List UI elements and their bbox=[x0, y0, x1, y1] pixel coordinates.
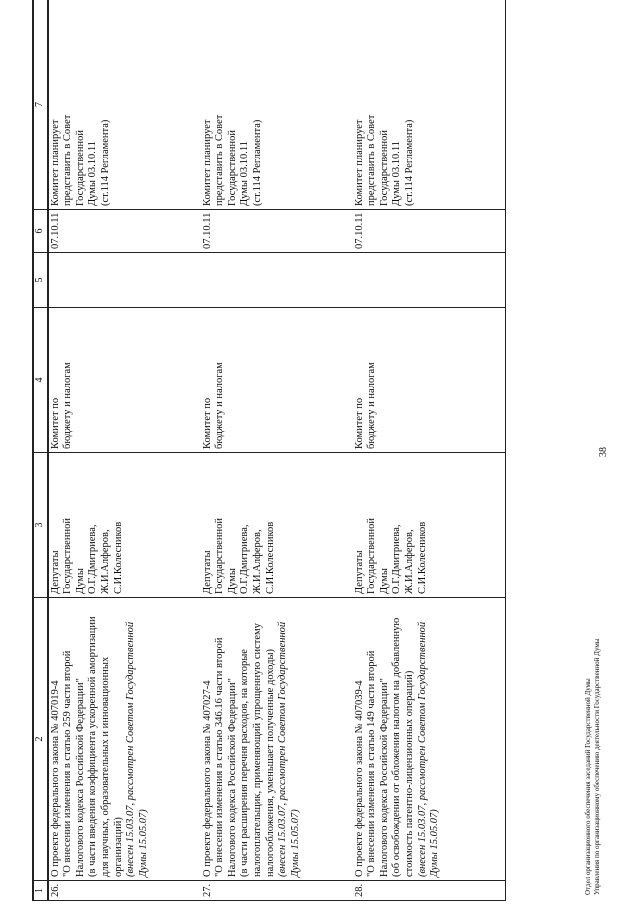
col5-cell bbox=[201, 253, 353, 308]
bill-note: (внесен 15.03.07, рассмотрен Советом Государственной Думы 15.05.07) bbox=[277, 621, 301, 877]
committee-cell bbox=[48, 308, 201, 453]
header-cell-6: 6 bbox=[33, 210, 48, 253]
initiator-line: Думы bbox=[226, 568, 238, 594]
col5-cell bbox=[48, 253, 201, 308]
initiator-cell bbox=[353, 453, 506, 598]
status-line: (ст.114 Регламента) bbox=[403, 119, 415, 206]
committee-line: бюджету и налогам bbox=[366, 362, 378, 449]
status-line: Государственной bbox=[74, 130, 86, 206]
initiator-line: С.И.Колесников bbox=[112, 521, 124, 594]
table-row bbox=[201, 0, 353, 901]
footer-line: Управления по организационному обеспечению деятельности Государственной Думы bbox=[592, 638, 601, 895]
bill-note: (внесен 15.03.07, рассмотрен Советом Государственной Думы 15.05.07) bbox=[416, 621, 441, 877]
status-line: Государственной bbox=[226, 130, 238, 206]
initiator-line: О.Г.Дмитриева, bbox=[391, 524, 403, 594]
bill-title: О проекте федерального закона № 407027-4 bbox=[201, 680, 213, 877]
status-line: (ст.114 Регламента) bbox=[251, 119, 263, 206]
status-line: Комитет планирует bbox=[49, 119, 61, 206]
page-number: 38 bbox=[598, 447, 609, 457]
row-number: 28. bbox=[353, 881, 506, 901]
header-cell-7: 7 bbox=[33, 0, 48, 210]
status-line: Думы 03.10.11 bbox=[391, 141, 403, 206]
status-line: Комитет планирует bbox=[353, 119, 365, 206]
bill-title: О проекте федерального закона № 407039-4 bbox=[353, 680, 365, 877]
status-line: (ст.114 Регламента) bbox=[99, 119, 111, 206]
bill-name: "О внесении изменения в статью 346.16 части второй Налогового кодекса Российской Федерации" bbox=[214, 637, 238, 877]
header-cell-1: 1 bbox=[33, 881, 48, 901]
initiator-line: Депутаты bbox=[201, 550, 213, 594]
bill-name: "О внесении изменения в статью 259 части второй Налогового кодекса Российской Федерации" bbox=[62, 650, 86, 877]
row-number: 26. bbox=[48, 881, 201, 901]
status-line: Комитет планирует bbox=[201, 119, 213, 206]
bill-name: "О внесении изменения в статью 149 части второй Налогового кодекса Российской Федерации" bbox=[366, 650, 390, 877]
status-line: представить в Совет bbox=[214, 114, 226, 206]
initiator-line: Ж.И.Алферов, bbox=[251, 529, 263, 594]
initiator-line: С.И.Колесников bbox=[416, 521, 428, 594]
header-row bbox=[33, 0, 48, 901]
committee-line: Комитет по bbox=[49, 397, 61, 449]
row-number: 27. bbox=[201, 881, 353, 901]
committee-line: Комитет по bbox=[201, 397, 213, 449]
committee-cell bbox=[353, 308, 506, 453]
initiator-line: Государственной bbox=[214, 518, 226, 594]
footer bbox=[584, 639, 601, 895]
bill-subject: (в части введения коэффициента ускоренной амортизации для научных, образовательных и инновационных организаций) bbox=[87, 616, 124, 877]
status-line: Государственной bbox=[378, 130, 390, 206]
committee-line: бюджету и налогам bbox=[62, 362, 74, 449]
initiator-line: Ж.И.Алферов, bbox=[99, 529, 111, 594]
date-cell: 07.10.11 bbox=[201, 210, 353, 253]
status-line: Думы 03.10.11 bbox=[87, 141, 99, 206]
table-row bbox=[48, 0, 201, 901]
date-cell: 07.10.11 bbox=[48, 210, 201, 253]
status-line: представить в Совет bbox=[366, 114, 378, 206]
bill-note: (внесен 15.03.07, рассмотрен Советом Государственной Думы 15.05.07) bbox=[125, 621, 149, 877]
status-line: представить в Совет bbox=[62, 114, 74, 206]
initiator-line: Депутаты bbox=[353, 550, 365, 594]
header-cell-2: 2 bbox=[33, 598, 48, 881]
bill-description bbox=[353, 598, 506, 881]
committee-line: бюджету и налогам bbox=[214, 362, 226, 449]
initiator-line: Государственной bbox=[62, 518, 74, 594]
bill-title: О проекте федерального закона № 407019-4 bbox=[49, 680, 61, 877]
header-cell-5: 5 bbox=[33, 253, 48, 308]
col5-cell bbox=[353, 253, 506, 308]
bill-description bbox=[201, 598, 353, 881]
initiator-line: Думы bbox=[74, 568, 86, 594]
initiator-line: С.И.Колесников bbox=[264, 521, 276, 594]
status-cell bbox=[48, 0, 201, 210]
bills-table bbox=[32, 0, 506, 901]
header-cell-3: 3 bbox=[33, 453, 48, 598]
initiator-line: О.Г.Дмитриева, bbox=[239, 524, 251, 594]
bill-description bbox=[48, 598, 201, 881]
initiator-cell bbox=[48, 453, 201, 598]
bill-subject: (об освобождении от обложения налогом на добавленную стоимость патентно-лицензионных операций) bbox=[391, 617, 415, 877]
date-cell: 07.10.11 bbox=[353, 210, 506, 253]
committee-line: Комитет по bbox=[353, 397, 365, 449]
initiator-line: Депутаты bbox=[49, 550, 61, 594]
initiator-line: О.Г.Дмитриева, bbox=[87, 524, 99, 594]
table-row bbox=[353, 0, 506, 901]
header-cell-4: 4 bbox=[33, 308, 48, 453]
committee-cell bbox=[201, 308, 353, 453]
initiator-line: Государственной bbox=[366, 518, 378, 594]
bill-subject: (в части расширения перечня расходов, на которые налогоплательщик, применяющий упрощенную систему налогообложения, уменьшает полученные доходы) bbox=[239, 623, 276, 877]
status-cell bbox=[201, 0, 353, 210]
footer-line: Отдел организационного обеспечения заседаний Государственной Думы bbox=[584, 678, 592, 895]
initiator-line: Ж.И.Алферов, bbox=[403, 529, 415, 594]
status-line: Думы 03.10.11 bbox=[239, 141, 251, 206]
status-cell bbox=[353, 0, 506, 210]
initiator-line: Думы bbox=[378, 568, 390, 594]
initiator-cell bbox=[201, 453, 353, 598]
